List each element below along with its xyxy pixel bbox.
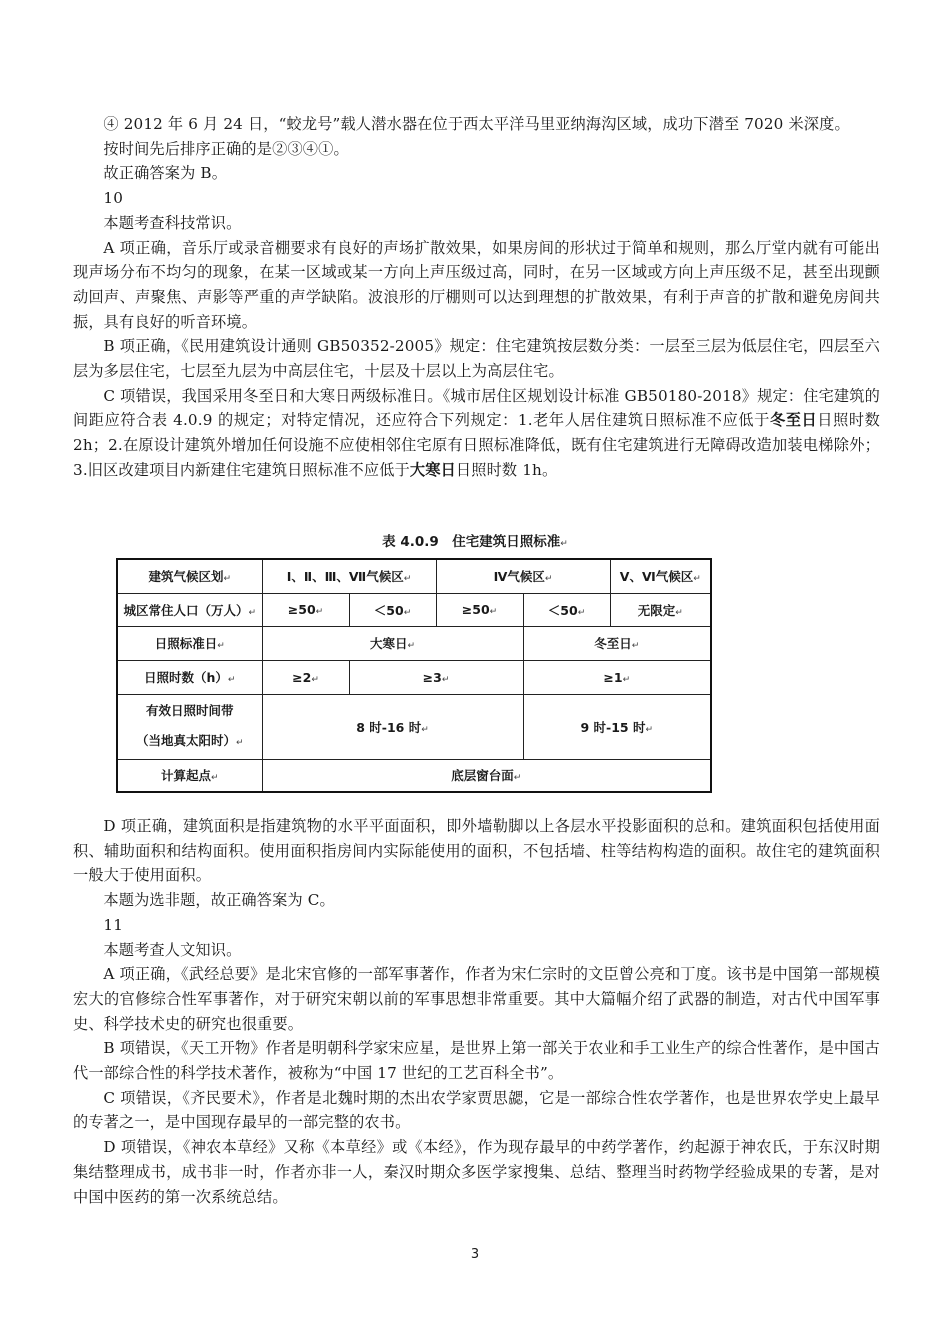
- paragraph-text: 日照时数 1h。: [455, 460, 558, 479]
- table-row: [117, 559, 711, 593]
- paragraph: C 项错误，《齐民要术》，作者是北魏时期的杰出农学家贾思勰，它是一部综合性农学著作，也是世界农学史上最早的专著之一，是中国现存最早的一部完整的农书。: [73, 1088, 880, 1132]
- paragraph: D 项正确，建筑面积是指建筑物的水平平面面积，即外墙勒脚以上各层水平投影面积的总和。建筑面积包括使用面积、辅助面积和结构面积。使用面积指房间内实际能使用的面积，不包括墙、柱等结构构造的面积。故住宅的建筑面积一般大于使用面积。: [73, 817, 880, 885]
- body-text-lower: [73, 814, 880, 1209]
- table-header-cell: 建筑气候区划↵: [117, 559, 262, 593]
- body-text-upper: [73, 112, 880, 483]
- table-header-cell: 有效日照时间带 （当地真太阳时）↵: [117, 694, 262, 759]
- table-cell: 无限定↵: [610, 593, 711, 626]
- table-cell: Ⅳ气候区↵: [436, 559, 610, 593]
- table-cell: 冬至日↵: [523, 626, 711, 660]
- table-row: [117, 660, 711, 694]
- table-cell: ＜50↵: [523, 593, 610, 626]
- paragraph: ④ 2012 年 6 月 24 日，“蛟龙号”载人潜水器在位于西太平洋马里亚纳海沟区域，成功下潜至 7020 米深度。: [103, 115, 850, 133]
- paragraph: 本题考查科技常识。: [103, 213, 242, 232]
- paragraph: A 项正确，音乐厅或录音棚要求有良好的声场扩散效果，如果房间的形状过于简单和规则，那么厅堂内就有可能出现声场分布不均匀的现象，在某一区域或某一方向上声压级过高，同时，在另一区域或方向上声压级不足，甚至出现颤动回声、声聚焦、声影等严重的声学缺陷。波浪形的厅棚则可以达到理想的扩散效果，有利于声音的扩散和避免房间共振，具有良好的听音环境。: [73, 238, 880, 331]
- paragraph: 按时间先后排序正确的是②③④①。: [103, 139, 349, 158]
- table-cell: ≥2↵: [262, 660, 349, 694]
- paragraph: [73, 384, 880, 483]
- sunshine-standard-table: [116, 558, 710, 791]
- paragraph: 本题考查人文知识。: [103, 940, 242, 959]
- table-cell: 大寒日↵: [262, 626, 523, 660]
- table-header-cell: 日照标准日↵: [117, 626, 262, 660]
- question-number: 10: [103, 189, 124, 208]
- table-cell: ≥50↵: [262, 593, 349, 626]
- table-cell: ≥50↵: [436, 593, 523, 626]
- table-cell: ＜50↵: [349, 593, 436, 626]
- table-row: [117, 593, 711, 626]
- page-number: 3: [470, 1247, 480, 1262]
- paragraph-text: C 项错误，我国采用冬至日和大寒日两级标准日。《城市居住区规划设计标准 GB50180-2018》规定：住宅建筑的间距应符合表 4.0.9 的规定；对特定情况，还应符合下列规定：1.老年人居住建筑日照标准不应低于: [73, 386, 880, 430]
- table-title: 表 4.0.9 住宅建筑日照标准↵: [382, 534, 568, 550]
- paragraph: B 项错误，《天工开物》作者是明朝科学家宋应星，是世界上第一部关于农业和手工业生产的综合性著作，是中国古代一部综合性的科学技术著作，被称为“中国 17 世纪的工艺百科全书”。: [73, 1039, 880, 1083]
- table-header-cell: 计算起点↵: [117, 759, 262, 792]
- paragraph: 本题为选非题，故正确答案为 C。: [103, 891, 335, 910]
- paragraph-text: 日照时数 2h；2.在原设计建筑外增加任何设施不应使相邻住宅原有日照标准降低，既有住宅建筑进行无障碍改造加装电梯除外；3.旧区改建项目内新建住宅建筑日照标准不应低于: [73, 411, 880, 479]
- table-cell: Ⅴ、Ⅵ气候区↵: [610, 559, 711, 593]
- table-header-cell: 城区常住人口（万人）↵: [117, 593, 262, 626]
- paragraph: 故正确答案为 B。: [103, 164, 228, 183]
- paragraph: B 项正确，《民用建筑设计通则 GB50352-2005》规定：住宅建筑按层数分类：一层至三层为低层住宅，四层至六层为多层住宅，七层至九层为中高层住宅，十层及十层以上为高层住宅。: [73, 337, 880, 381]
- table-cell: Ⅰ、Ⅱ、Ⅲ、Ⅶ气候区↵: [262, 559, 436, 593]
- bold-term: 冬至日: [769, 411, 818, 430]
- question-number: 11: [103, 915, 124, 934]
- table-row: [117, 759, 711, 792]
- table-cell: 8 时-16 时↵: [262, 694, 523, 759]
- table-header-cell: 日照时数（h）↵: [117, 660, 262, 694]
- paragraph: A 项正确，《武经总要》是北宋官修的一部军事著作，作者为宋仁宗时的文臣曾公亮和丁度。该书是中国第一部规模宏大的官修综合性军事著作，对于研究宋朝以前的军事思想非常重要。其中大篇幅介绍了武器的制造，对古代中国军事史、科学技术史的研究也很重要。: [73, 965, 880, 1033]
- table-cell: 9 时-15 时↵: [523, 694, 711, 759]
- table-cell: 底层窗台面↵: [262, 759, 711, 792]
- table-cell: ≥1↵: [523, 660, 711, 694]
- paragraph: D 项错误，《神农本草经》又称《本草经》或《本经》，作为现存最早的中药学著作，约起源于神农氏，于东汉时期集结整理成书，成书非一时，作者亦非一人，秦汉时期众多医学家搜集、总结、整理当时药物学经验成果的专著，是对中国中医药的第一次系统总结。: [73, 1138, 880, 1206]
- table-row: [117, 694, 711, 759]
- bold-term: 大寒日: [409, 460, 456, 479]
- table-cell: ≥3↵: [349, 660, 523, 694]
- table-row: [117, 626, 711, 660]
